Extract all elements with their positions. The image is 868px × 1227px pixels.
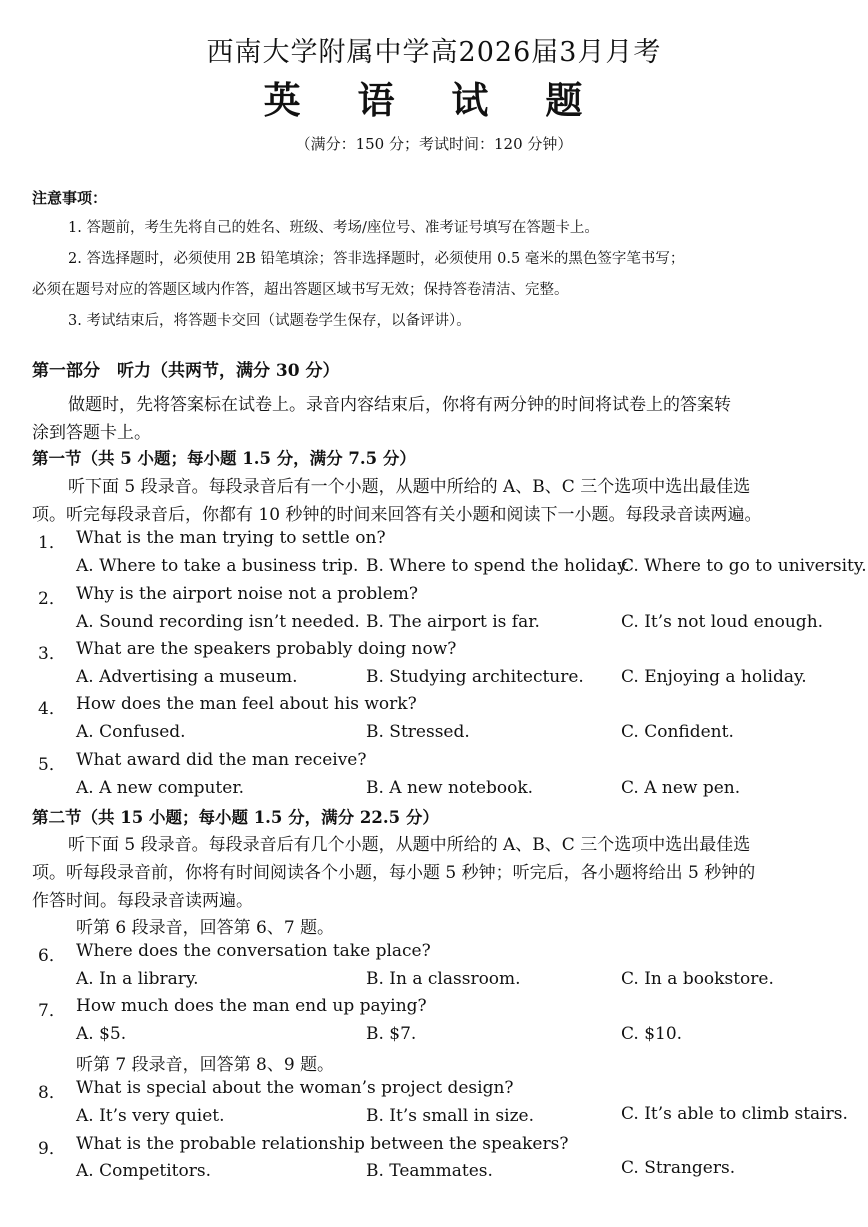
section1-title: 第一节（共 5 小题；每小题 1.5 分，满分 7.5 分） — [32, 449, 416, 468]
question-number: 7． — [38, 1001, 66, 1021]
option-b: B. Stressed. — [366, 722, 470, 742]
question-text: How does the man feel about his work? — [76, 694, 417, 714]
option-c: C. It’s able to climb stairs. — [621, 1104, 848, 1124]
part1-intro-continued: 涂到答题卡上。 — [32, 423, 151, 443]
option-a: A. A new computer. — [76, 778, 244, 798]
notes-title: 注意事项： — [32, 189, 108, 207]
question-number: 9． — [38, 1139, 66, 1159]
section2-directions-continued: 项。听每段录音前，你将有时间阅读各个小题，每小题 5 秒钟；听完后，各小题将给出 5 秒钟的 — [32, 863, 756, 883]
option-a: A. Competitors. — [76, 1161, 211, 1181]
school-title: 西南大学附属中学高2026届3月月考 — [206, 37, 662, 68]
option-b: B. Teammates. — [366, 1161, 493, 1181]
question-number: 6． — [38, 946, 66, 966]
question-text: Where does the conversation take place? — [76, 941, 431, 961]
option-a: A. Sound recording isn’t needed. — [76, 612, 360, 632]
option-b: B. In a classroom. — [366, 969, 521, 989]
question-number: 1． — [38, 533, 66, 553]
section1-directions-continued: 项。听完每段录音后，你都有 10 秒钟的时间来回答有关小题和阅读下一小题。每段录音读两遍。 — [32, 505, 762, 525]
listen-passage-6: 听第 6 段录音，回答第 6、7 题。 — [76, 918, 335, 938]
option-c: C. It’s not loud enough. — [621, 612, 824, 632]
question-text: What is the man trying to settle on? — [76, 528, 386, 548]
option-b: B. It’s small in size. — [366, 1106, 535, 1126]
option-c: C. Enjoying a holiday. — [621, 667, 807, 687]
section1-directions: 听下面 5 段录音。每段录音后有一个小题，从题中所给的 A、B、C 三个选项中选出最佳选 — [68, 477, 751, 497]
option-b: B. Studying architecture. — [366, 667, 584, 687]
part1-intro: 做题时，先将答案标在试卷上。录音内容结束后，你将有两分钟的时间将试卷上的答案转 — [68, 395, 731, 415]
question-text: Why is the airport noise not a problem? — [76, 584, 419, 604]
option-c: C. A new pen. — [621, 778, 741, 798]
option-c: C. In a bookstore. — [621, 969, 774, 989]
question-number: 4． — [38, 699, 66, 719]
section2-directions: 听下面 5 段录音。每段录音后有几个小题，从题中所给的 A、B、C 三个选项中选出最佳选 — [68, 835, 751, 855]
question-text: What is special about the woman’s project design? — [76, 1078, 514, 1098]
section2-directions-end: 作答时间。每段录音读两遍。 — [32, 891, 253, 911]
option-a: A. Confused. — [76, 722, 186, 742]
option-a: A. $5. — [76, 1024, 127, 1044]
option-a: A. Where to take a business trip. — [76, 556, 359, 576]
note-line-1: 1. 答题前，考生先将自己的姓名、班级、考场/座位号、准考证号填写在答题卡上。 — [68, 220, 599, 236]
section2-title: 第二节（共 15 小题；每小题 1.5 分，满分 22.5 分） — [32, 808, 439, 827]
question-number: 8． — [38, 1083, 66, 1103]
option-c: C. Where to go to university. — [621, 556, 867, 576]
subject-title: 英 语 试 题 — [263, 78, 605, 122]
question-number: 3． — [38, 644, 66, 664]
option-b: B. The airport is far. — [366, 612, 540, 632]
question-text: What award did the man receive? — [76, 750, 367, 770]
question-number: 5． — [38, 755, 66, 775]
note-line-3: 3. 考试结束后，将答题卡交回（试题卷学生保存，以备评讲）。 — [68, 313, 471, 329]
option-a: A. In a library. — [76, 969, 199, 989]
score-time-info: （满分：150 分；考试时间：120 分钟） — [295, 135, 573, 153]
option-b: B. Where to spend the holiday. — [366, 556, 630, 576]
option-b: B. A new notebook. — [366, 778, 534, 798]
option-c: C. Confident. — [621, 722, 734, 742]
note-line-2-continued: 必须在题号对应的答题区域内作答，超出答题区域书写无效；保持答卷清洁、完整。 — [32, 282, 569, 298]
option-b: B. $7. — [366, 1024, 417, 1044]
question-text: What are the speakers probably doing now? — [76, 639, 457, 659]
listen-passage-7: 听第 7 段录音，回答第 8、9 题。 — [76, 1055, 335, 1075]
option-a: A. It’s very quiet. — [76, 1106, 225, 1126]
option-a: A. Advertising a museum. — [76, 667, 298, 687]
question-text: What is the probable relationship between the speakers? — [76, 1134, 569, 1154]
option-c: C. $10. — [621, 1024, 683, 1044]
note-line-2: 2. 答选择题时，必须使用 2B 铅笔填涂；答非选择题时，必须使用 0.5 毫米的黑色签字笔书写； — [68, 251, 685, 267]
option-c: C. Strangers. — [621, 1158, 736, 1178]
part1-title: 第一部分 听力（共两节，满分 30 分） — [32, 361, 340, 381]
question-number: 2． — [38, 589, 66, 609]
question-text: How much does the man end up paying? — [76, 996, 427, 1016]
